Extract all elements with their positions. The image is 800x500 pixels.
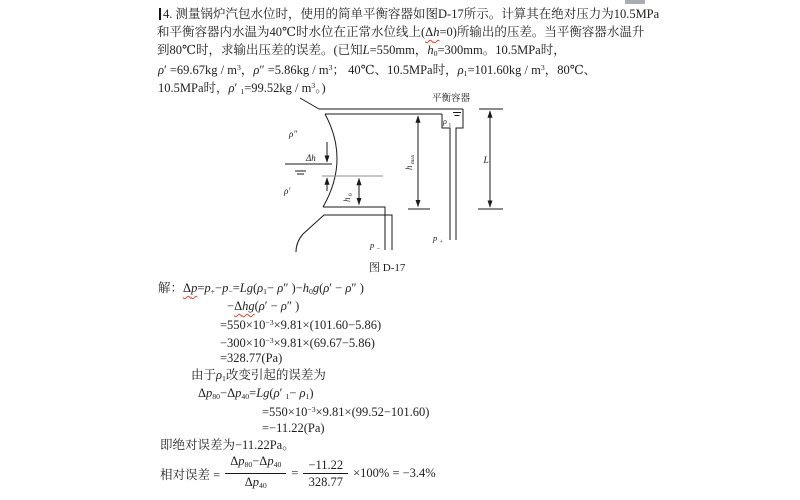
text-segment: ρ <box>280 299 287 313</box>
text-segment: −3 <box>265 336 274 345</box>
hmax-label-sub: max <box>410 154 416 164</box>
dimension-L <box>478 109 503 209</box>
solution-line <box>220 350 282 366</box>
text-segment: =328.77(Pa) <box>220 351 283 365</box>
fraction-numerator <box>303 458 348 474</box>
text-segment: ″ <box>259 62 268 77</box>
text-segment: =550×10 <box>262 404 308 419</box>
text-segment: ρ <box>253 62 260 77</box>
text-segment: h <box>302 281 309 295</box>
text-segment: 328.77 <box>308 475 343 490</box>
equals-sign <box>291 466 298 481</box>
text-segment: ， <box>240 62 254 77</box>
problem-line <box>163 6 659 22</box>
text-segment: =0)所输出的压差。当平衡容器水温升 <box>439 25 645 39</box>
text-segment: + <box>210 287 215 297</box>
text-segment: 10.5MPa时， <box>158 80 229 95</box>
L-label: L <box>483 156 489 166</box>
text-segment: hg <box>242 299 255 313</box>
balance-vessel-title: 平衡容器 <box>432 94 471 104</box>
text-segment: Lg <box>256 386 270 400</box>
text-segment: 80 <box>212 392 221 402</box>
text-segment: ″ <box>351 281 360 295</box>
text-segment: ρ <box>345 281 352 295</box>
text-segment: =−11.22(Pa) <box>262 421 325 435</box>
text-segment: 由于 <box>191 368 217 382</box>
fraction-numerator <box>225 454 286 474</box>
fraction-denominator <box>309 474 343 489</box>
text-segment: ρ <box>299 386 306 400</box>
p-minus-label <box>369 240 381 253</box>
text-segment: 和平衡容器内水温为40℃时水位在正常水位线上( <box>157 25 426 39</box>
text-segment: ″ <box>283 281 292 295</box>
rho1-label-sub: 1 <box>448 122 452 129</box>
text-segment: 0 <box>433 49 438 59</box>
text-segment: ρ <box>258 299 265 313</box>
text-segment: ( <box>252 281 258 295</box>
text-segment: ″ <box>286 299 296 313</box>
text-segment: −Δ <box>220 386 236 400</box>
text-segment: ； 40℃、10.5MPa时， <box>332 62 458 77</box>
solution-line <box>262 420 325 436</box>
text-segment: ρ <box>228 80 235 95</box>
text-segment: 。) <box>315 80 326 95</box>
text-segment: Δ <box>425 25 434 39</box>
text-segment: ×100% = −3.4% <box>353 466 436 481</box>
solution-line <box>160 437 295 453</box>
scan-artifact <box>625 0 645 4</box>
relative-error-prefix <box>160 465 220 483</box>
relative-error-result <box>353 466 436 481</box>
text-segment: Δ <box>230 454 239 468</box>
text-segment: 80 <box>244 460 253 470</box>
text-segment: − <box>228 287 233 297</box>
text-segment: =5.86kg / m <box>267 62 329 77</box>
rho-prime-label: ρ′ <box>284 186 291 196</box>
solution-line <box>220 333 375 351</box>
text-segment: 1 <box>285 392 290 402</box>
text-segment: p <box>252 475 260 490</box>
text-segment: =69.67kg / m <box>169 62 237 77</box>
text-segment: 1 <box>305 392 310 402</box>
text-segment: Δ <box>198 386 207 400</box>
text-segment: p <box>267 454 274 468</box>
text-segment: −Δ <box>252 454 268 468</box>
text-segment: L <box>362 43 370 57</box>
problem-line <box>157 24 644 40</box>
text-segment: 0 <box>309 287 313 297</box>
text-segment: − <box>267 281 278 295</box>
h0-label-sub: 0 <box>348 193 354 196</box>
text-segment: = <box>291 466 299 481</box>
h0-label <box>342 193 354 202</box>
text-segment: ρ <box>323 281 330 295</box>
text-segment: = <box>249 386 257 400</box>
text-segment: 40 <box>273 460 282 470</box>
text-segment: Δ <box>244 475 253 490</box>
text-segment: ，80℃、 <box>544 62 597 77</box>
text-segment: =550×10 <box>220 317 266 332</box>
text-segment: −3 <box>307 405 316 414</box>
text-segment: =99.52kg / m <box>244 80 312 95</box>
text-segment: 4. 测量锅炉汽包水位时，使用的简单平衡容器如图D-17所示。计算其在绝对压力为10.5MPa <box>163 7 660 21</box>
text-segment: 3 <box>311 81 316 90</box>
text-segment: h <box>427 43 434 57</box>
drum-outline <box>296 98 463 252</box>
rho-double-prime-label: ρ″ <box>289 129 298 139</box>
delta-h-label: Δh <box>306 153 316 163</box>
hmax-label-base: h <box>404 165 414 170</box>
text-segment: − <box>289 386 300 400</box>
text-segment: ×9.81×(99.52−101.60) <box>315 404 430 419</box>
text-segment: ρ <box>158 62 164 77</box>
text-segment: 1 <box>263 287 267 297</box>
text-segment: − <box>215 281 223 295</box>
solution-line <box>220 315 381 333</box>
figure-d17-diagram <box>270 90 510 280</box>
text-segment: =101.60kg / m <box>467 62 541 77</box>
text-segment: 1 <box>240 87 245 97</box>
balance-vessel-outline <box>442 109 463 240</box>
text-segment: 3 <box>540 63 545 72</box>
text-segment: −11.22 <box>308 458 344 473</box>
text-segment: 相对误差 = <box>160 467 221 482</box>
text-segment: 即绝对误差为−11.22Pa。 <box>160 438 295 452</box>
text-segment: )− <box>291 281 303 295</box>
text-segment: ′ <box>329 281 336 295</box>
text-segment: ( <box>254 299 259 313</box>
text-segment: ′ <box>164 62 170 77</box>
text-segment: 1 <box>222 374 226 384</box>
p-minus-base: p <box>370 240 375 250</box>
text-segment: 1 <box>463 69 468 79</box>
p-minus-sub: − <box>376 245 381 253</box>
text-segment: − <box>227 299 235 313</box>
text-segment: 40 <box>241 392 250 402</box>
text-segment: ×9.81×(69.67−5.86) <box>273 335 375 350</box>
text-segment: ′ <box>234 80 241 95</box>
rho1-label-base: ρ <box>443 117 447 126</box>
text-segment: − <box>270 299 281 313</box>
p-plus-label <box>432 233 444 246</box>
fraction-dp <box>225 454 286 493</box>
text-segment: ×9.81×(101.60−5.86) <box>273 317 382 332</box>
text-segment: − <box>335 281 346 295</box>
text-segment: p <box>222 281 229 295</box>
text-segment: Δ <box>234 299 243 313</box>
text-segment: −3 <box>265 318 274 327</box>
solution-line <box>227 298 299 314</box>
h0-label-base: h <box>342 197 352 202</box>
text-segment: =550mm， <box>369 43 428 57</box>
text-segment: ) <box>295 299 300 313</box>
text-segment: p <box>235 386 242 400</box>
text-segment: ρ <box>457 62 464 77</box>
text-segment: ′ <box>264 299 271 313</box>
text-segment: p <box>204 281 211 295</box>
text-segment: ( <box>319 281 324 295</box>
fraction-denominator <box>245 474 267 493</box>
text-segment: 改变引起的误差为 <box>225 368 326 382</box>
text-segment: 3 <box>236 63 241 72</box>
text-segment: ρ <box>216 368 223 382</box>
text-segment: 3 <box>328 63 333 72</box>
fraction-values <box>303 458 348 489</box>
text-segment: ρ <box>273 386 280 400</box>
text-segment: ρ <box>257 281 264 295</box>
figure-caption: 图 D-17 <box>369 262 406 274</box>
text-segment: p <box>206 386 213 400</box>
solution-line <box>262 402 429 420</box>
text-segment: ) <box>309 386 314 400</box>
text-segment: Δ <box>183 281 192 295</box>
text-segment: 到80℃时，求输出压差的误差。(已知 <box>157 43 363 57</box>
text-segment: p <box>191 281 198 295</box>
rho1-label <box>442 117 452 129</box>
text-segment: ( <box>269 386 274 400</box>
text-segment: = <box>197 281 205 295</box>
text-segment: Lg <box>239 281 253 295</box>
text-segment: ) <box>359 281 364 295</box>
text-segment: 解： <box>158 281 184 295</box>
text-segment: ρ <box>277 281 284 295</box>
text-segment: = <box>232 281 240 295</box>
text-segment: ′ <box>279 386 286 400</box>
p-plus-sub: + <box>439 238 444 246</box>
hmax-label <box>404 154 416 170</box>
text-segment: p <box>238 454 245 468</box>
text-cursor <box>159 8 161 20</box>
p-plus-base: p <box>433 233 438 243</box>
text-segment: h <box>433 25 440 39</box>
relative-error-line <box>160 454 436 493</box>
text-segment: −300×10 <box>220 335 266 350</box>
text-segment: g <box>312 281 320 295</box>
text-segment: 40 <box>259 481 267 491</box>
water-levels <box>285 164 383 176</box>
text-segment: =300mm。10.5MPa时， <box>437 43 566 57</box>
